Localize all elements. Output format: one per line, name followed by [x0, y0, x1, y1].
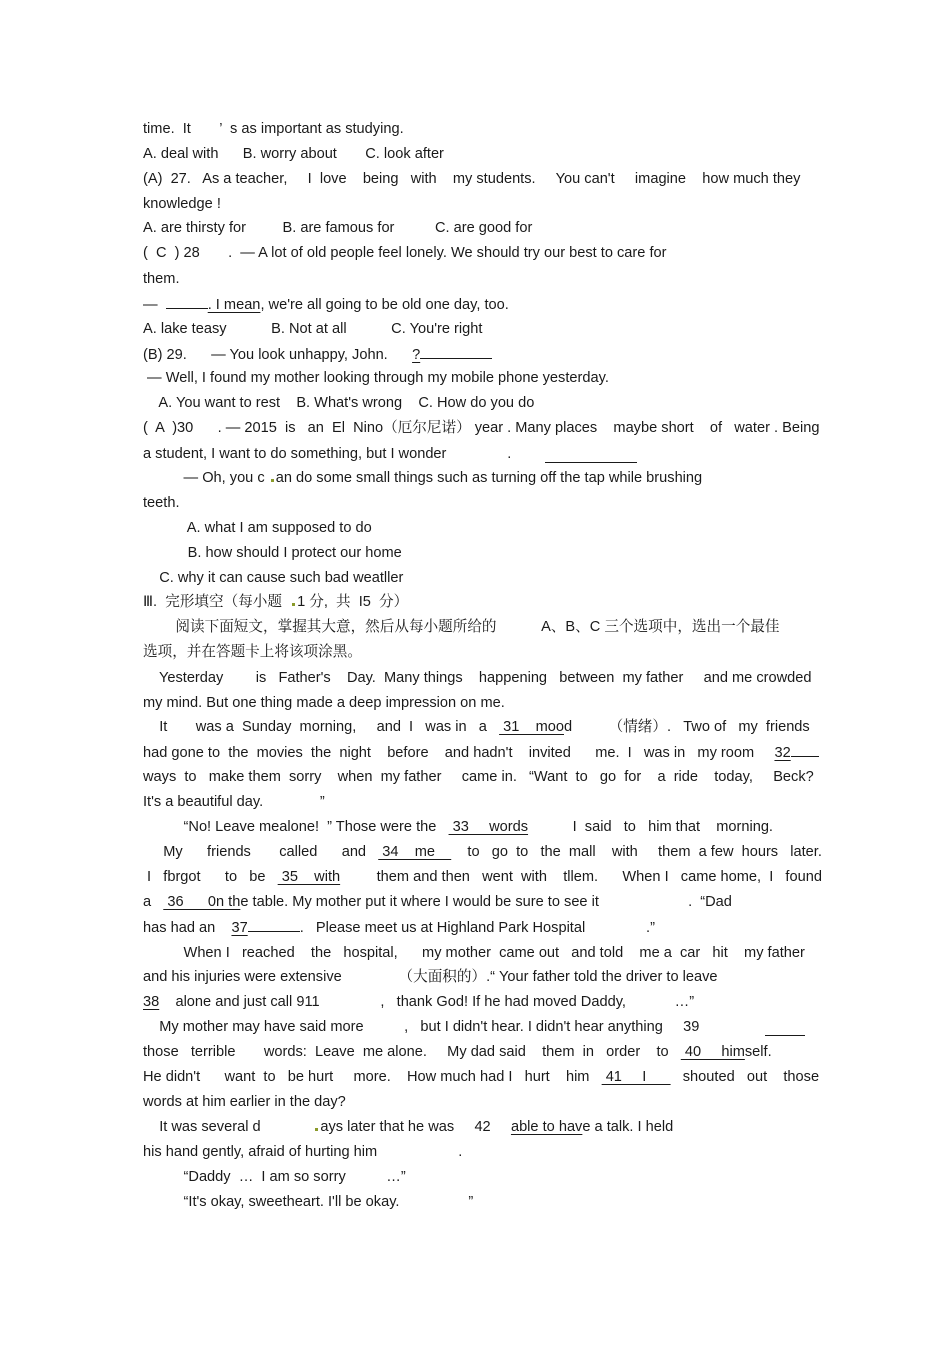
passage-line: had gone to the movies the night before and hadn't invited me. I was in my room 32	[143, 743, 819, 762]
passage-line: and his injuries were extensive （大面积的）.“ Your father told the driver to leave	[143, 969, 718, 985]
text-line: knowledge !	[143, 196, 221, 212]
passage-line: words at him earlier in the day?	[143, 1094, 346, 1110]
passage-line: My mother may have said more , but I didn't hear. I didn't hear anything 39	[143, 1019, 700, 1035]
passage-line: my mind. But one thing made a deep impression on me.	[143, 695, 505, 711]
passage-line: his hand gently, afraid of hurting him .	[143, 1144, 463, 1160]
instructions: 选项，并在答题卡上将该项涂黑。	[143, 644, 362, 660]
passage-line: It's a beautiful day. ”	[143, 794, 325, 810]
scan-mark	[315, 1128, 318, 1131]
q30-stem: ( A )30 . — 2015 is an El Nino（厄尔尼诺） year . Many places maybe short of water . Being	[143, 420, 820, 436]
scan-mark	[271, 479, 274, 482]
text-line: them.	[143, 271, 180, 287]
q28-response: — . I mean, we're all going to be old one day, too.	[143, 297, 509, 313]
q30-option-a: A. what I am supposed to do	[143, 520, 372, 536]
answer-blank	[420, 345, 492, 359]
text-line: time. It ’ s as important as studying.	[143, 121, 404, 137]
passage-line: He didn't want to be hurt more. How much had I hurt him 41 I shouted out those	[143, 1069, 820, 1085]
answer-blank	[765, 1022, 805, 1036]
passage-line: Yesterday is Father's Day. Many things happening between my father and me crowded	[143, 670, 812, 686]
text-line: — Oh, you c an do some small things such as turning off the tap while brushing	[143, 470, 703, 486]
text-line: — Well, I found my mother looking through my mobile phone yesterday.	[143, 370, 609, 386]
q30-option-b: B. how should I protect our home	[143, 545, 402, 561]
passage-line: has had an 37 . Please meet us at Highland Park Hospital .”	[143, 920, 655, 936]
passage-line: When I reached the hospital, my mother came out and told me a car hit my father	[143, 945, 805, 961]
passage-line: those terrible words: Leave me alone. My dad said them in order to 40 himself.	[143, 1044, 772, 1060]
q29-options: A. You want to rest B. What's wrong C. How do you do	[143, 395, 535, 411]
passage-line: 38 alone and just call 911 , thank God! If he had moved Daddy, …”	[143, 994, 695, 1010]
q30-option-c: C. why it can cause such bad weatller	[143, 570, 404, 586]
answer-blank	[166, 295, 208, 309]
answer-blank	[248, 918, 300, 932]
q28-stem: ( C ) 28 . — A lot of old people feel lonely. We should try our best to care for	[143, 245, 667, 261]
passage-line: It was a Sunday morning, and I was in a 31 mood （情绪）. Two of my friends	[143, 719, 810, 735]
section-heading: Ⅲ. 完形填空（每小题 1 分, 共 I5 分）	[143, 594, 409, 610]
passage-line: ways to make them sorry when my father came in. “Want to go for a ride today, Beck?	[143, 769, 814, 785]
text-line: teeth.	[143, 495, 180, 511]
passage-line: I fbrgot to be 35 with them and then went with tllem. When I came home, I found	[143, 869, 822, 885]
q28-options: A. lake teasy B. Not at all C. You're right	[143, 321, 483, 337]
q29-stem: (B) 29. — You look unhappy, John. ?	[143, 345, 492, 364]
answer-blank	[545, 449, 637, 463]
passage-line: “It's okay, sweetheart. I'll be okay. ”	[143, 1194, 474, 1210]
q27-options: A. are thirsty for B. are famous for C. are good for	[143, 220, 533, 236]
text-line: a student, I want to do something, but I wonder .	[143, 446, 512, 462]
q27-stem: (A) 27. As a teacher, I love being with my students. You can't imagine how much they	[143, 171, 801, 187]
instructions: 阅读下面短文，掌握其大意，然后从每小题所给的 A、B、C 三个选项中，选出一个最佳	[143, 619, 780, 635]
passage-line: It was several d ays later that he was 42 able to have a talk. I held	[143, 1119, 674, 1135]
passage-line: “No! Leave mealone! ” Those were the 33 words I said to him that morning.	[143, 819, 773, 835]
scan-mark	[292, 603, 295, 606]
q26-options: A. deal with B. worry about C. look after	[143, 146, 444, 162]
passage-line: “Daddy … I am so sorry …”	[143, 1169, 406, 1185]
passage-line: a 36 0n the table. My mother put it where I would be sure to see it . “Dad	[143, 894, 732, 910]
passage-line: My friends called and 34 me to go to the mall with them a few hours later.	[143, 844, 822, 860]
answer-blank	[791, 743, 819, 757]
